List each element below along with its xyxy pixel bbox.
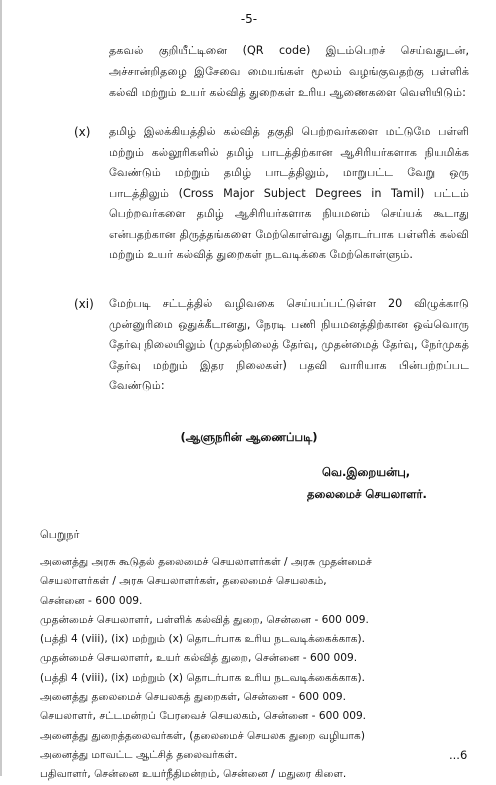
signatory-name: வெ.இறையன்பு, (322, 465, 411, 479)
recipients-heading: பெறுநர் (40, 528, 80, 541)
recipient-line: (பத்தி 4 (viii), (ix) மற்றும் (x) தொடர்பாக உரிய நடவடிக்கைக்காக). (40, 633, 366, 646)
item-label: (xi) (74, 297, 94, 311)
recipient-line: (பத்தி 4 (viii), (ix) மற்றும் (x) தொடர்பாக உரிய நடவடிக்கைக்காக). (40, 671, 366, 684)
recipient-line: முதன்மைச் செயலாளர், உயர் கல்வித் துறை, சென்னை - 600 009. (40, 652, 358, 665)
recipient-line: பதிவாளர், சென்னை உயர்நீதிமன்றம், சென்னை / மதுரை கிளை. (40, 768, 347, 781)
item-text: மேற்படி சட்டத்தில் வழிவகை செய்யப்பட்டுள்ள 20 விழுக்காடு முன்னுரிமை ஒதுக்கீடானது, நேரடி பணி நியமனத்திற்கான ஒவ்வொரு தேர்வு நிலையிலும் (முதல்நிலைத் தேர்வு, முதன்மைத் தேர்வு, நேர்முகத் தேர்வு மற்றும் இதர நிலைகள்) பதவி வாரியாக பின்பற்றப்பட வேண்டும்: (109, 297, 469, 392)
recipient-line: அனைத்து அரசு கூடுதல் தலைமைச் செயலாளர்கள் / அரசு முதன்மைச் (40, 556, 372, 568)
recipient-line: அனைத்து துறைத்தலைவர்கள், (தலைமைச் செயலக துறை வழியாக) (40, 729, 365, 742)
recipient-line: முதன்மைச் செயலாளர், பள்ளிக் கல்வித் துறை, சென்னை - 600 009. (40, 613, 369, 626)
order-line: (ஆளுநரின் ஆணைப்படி) (180, 430, 318, 444)
intro-paragraph: தகவல் குறியீட்டினை (QR code) இடம்பெறச் செய்வதுடன், அச்சான்றிதழை இசேவை மையங்கள் மூலம் வழங்குவதற்கு பள்ளிக் கல்வி மற்றும் உயர் கல்வித் துறைகள் உரிய ஆணைகளை வெளியிடும்: (109, 44, 469, 99)
page-number: -5- (240, 12, 258, 26)
recipient-line: அனைத்து மாவட்ட ஆட்சித் தலைவர்கள். (40, 748, 238, 761)
recipient-line: சென்னை - 600 009. (40, 594, 143, 607)
item-label: (x) (74, 125, 91, 139)
continuation-marker: ...6 (449, 748, 468, 762)
signatory-title: தலைமைச் செயலாளர். (307, 487, 427, 501)
recipient-line: செயலாளர், சட்டமன்றப் பேரவைச் செயலகம், சென்னை - 600 009. (40, 710, 367, 723)
recipients-list (40, 553, 480, 785)
recipient-line: அனைத்து தலைமைச் செயலகத் துறைகள், சென்னை - 600 009. (40, 691, 346, 704)
item-text: தமிழ் இலக்கியத்தில் கல்வித் தகுதி பெற்றவர்களை மட்டுமே பள்ளி மற்றும் கல்லூரிகளில் தமிழ் பாடத்திற்கான ஆசிரியர்களாக நியமிக்க வேண்டும் மற்றும் தமிழ் பாடத்திலும், மாறுபட்ட வேறு ஒரு பாடத்திலும் (Cross Major Subject Degrees in Tamil) பட்டம் பெற்றவர்களை தமிழ் ஆசிரியர்களாக நியமனம் செய்யக் கூடாது என்பதற்கான திருத்தங்களை மேற்கொள்வது தொடர்பாக பள்ளிக் கல்வி மற்றும் உயர் கல்வித் துறைகள் நடவடிக்கை மேற்கொள்ளும். (109, 125, 469, 261)
recipient-line: செயலாளர்கள் / அரசு செயலாளர்கள், தலைமைச் செயலகம், (40, 575, 327, 588)
